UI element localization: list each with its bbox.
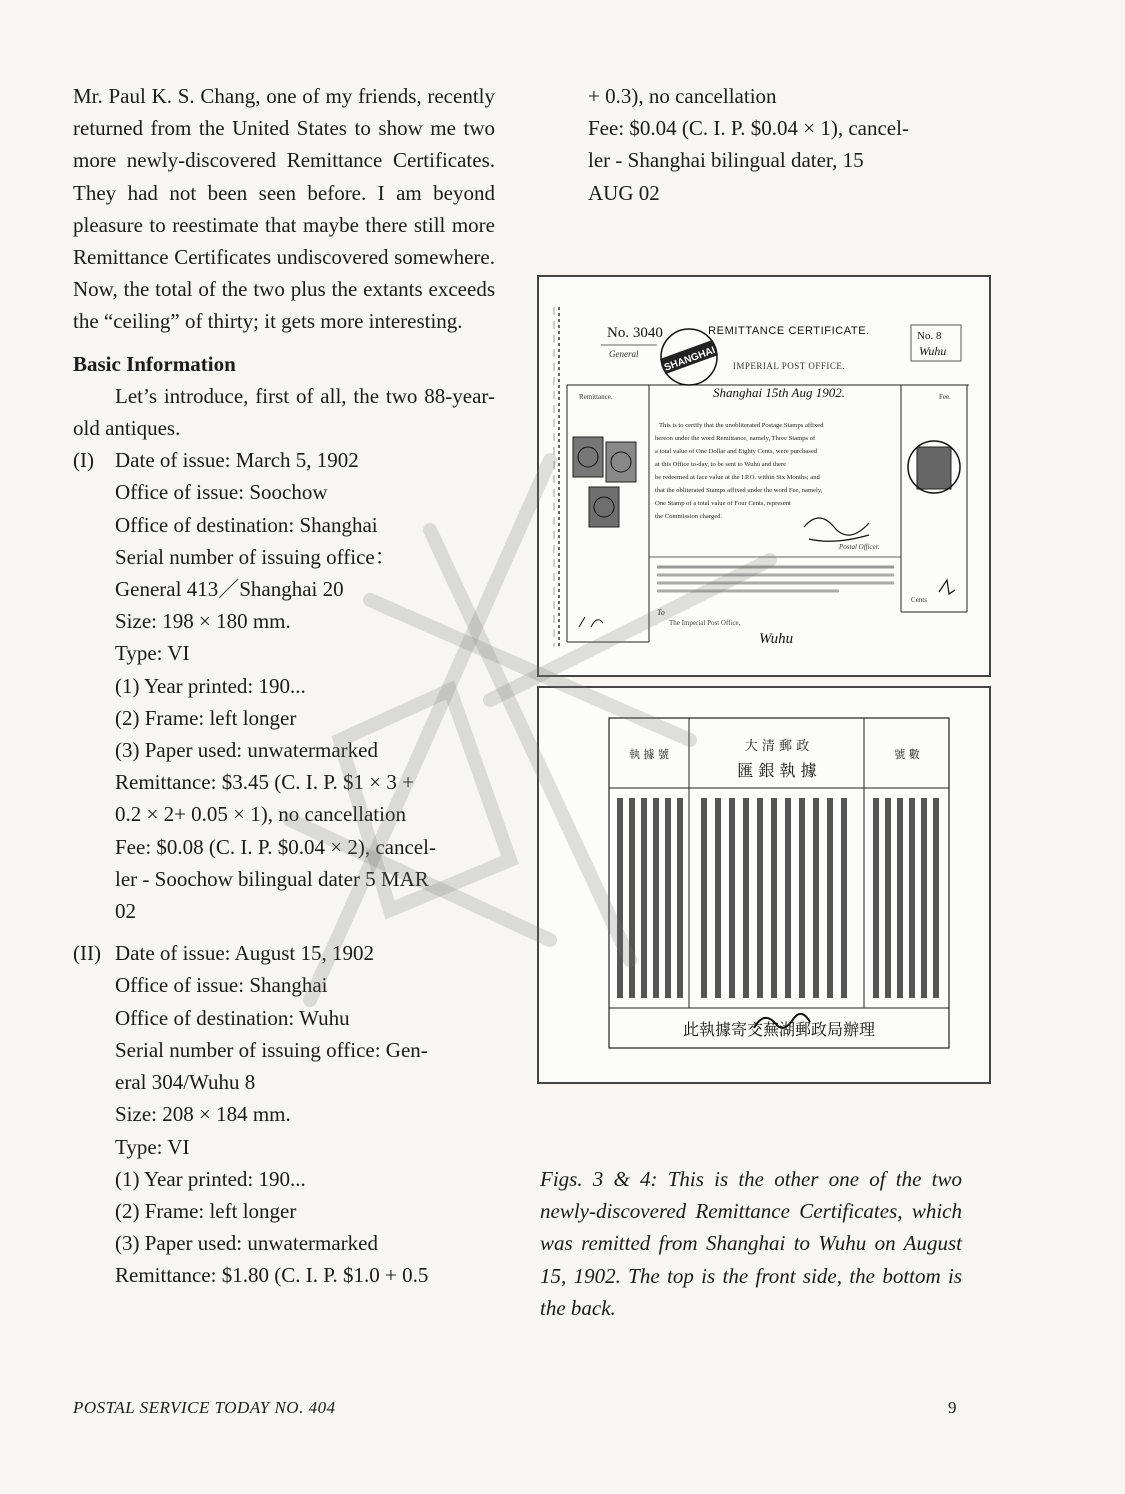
- entry-line: (3) Paper used: unwatermarked: [115, 1231, 378, 1256]
- section-heading: Basic Information: [73, 351, 236, 376]
- continued-line: + 0.3), no cancellation: [588, 84, 777, 108]
- front-serial-town: Wuhu: [919, 344, 947, 358]
- entry-line: 0.2 × 2+ 0.05 × 1), no cancellation: [115, 802, 406, 827]
- back-top-right: 大 清 郵 政: [744, 739, 810, 754]
- entry-line: Serial number of issuing office：: [115, 544, 396, 569]
- footer-publication-title: POSTAL SERVICE TODAY NO. 404: [73, 1398, 336, 1417]
- front-subtitle: IMPERIAL POST OFFICE.: [732, 361, 846, 371]
- entry-line: (1) Year printed: 190...: [115, 673, 306, 698]
- entry-line: General 413／Shanghai 20: [115, 577, 344, 602]
- entry-line: Office of destination: Shanghai: [115, 512, 378, 537]
- section-intro: Let’s introduce, first of all, the two 88-year-old antiques.: [73, 383, 495, 441]
- entry-line: Remittance: $1.80 (C. I. P. $1.0 + 0.5: [115, 1263, 429, 1288]
- continued-line: ler - Shanghai bilingual dater, 15: [588, 148, 864, 173]
- entry-line: Size: 198 × 180 mm.: [115, 609, 291, 634]
- entry-one: [73, 444, 495, 927]
- continued-line: AUG 02: [588, 180, 660, 205]
- entry-line: Date of issue: August 15, 1902: [115, 941, 374, 966]
- entry-line: Date of issue: March 5, 1902: [115, 448, 359, 473]
- front-serial-right: No. 8: [917, 330, 942, 342]
- front-body-line: a total value of One Dollar and Eighty Cents, were purchased: [655, 448, 818, 455]
- front-body-line: One Stamp of a total value of Four Cents, represent: [655, 500, 791, 507]
- entry-line: ler - Soochow bilingual dater 5 MAR: [115, 866, 429, 891]
- front-handwritten-date: Shanghai 15th Aug 1902.: [713, 385, 845, 400]
- continued-line: Fee: $0.04 (C. I. P. $0.04 × 1), cancel-: [588, 116, 909, 141]
- front-fee-label: Fee.: [939, 393, 951, 401]
- front-remittance-label: Remittance.: [579, 393, 613, 401]
- entry-line: eral 304/Wuhu 8: [115, 1070, 256, 1095]
- entry-two: [73, 937, 495, 1291]
- front-body-line: the Commission charged.: [655, 513, 723, 520]
- entry-line: (2) Frame: left longer: [115, 705, 297, 730]
- entry-line: Office of destination: Wuhu: [115, 1005, 350, 1030]
- front-postmark: SHANGHAI: [662, 345, 717, 374]
- front-title: REMITTANCE CERTIFICATE.: [708, 325, 870, 337]
- intro-paragraph: Mr. Paul K. S. Chang, one of my friends, recently returned from the United States to show me two more newly-discovered Remittance Certificates. They had not been seen before. I am beyond pleasure to reestimate that maybe there still more Remittance Certificates undiscovered somewhere. Now, the total of the two plus the extants exceeds the “ceiling” of thirty; it gets more interesting.: [73, 84, 495, 334]
- front-general: General: [609, 349, 639, 359]
- figure-front: [537, 275, 991, 677]
- front-postal-officer: Postal Officer.: [839, 543, 880, 551]
- front-body-line: at this Office to-day, to be sent to Wuhu and there: [655, 461, 787, 468]
- back-certificate-svg: [539, 688, 989, 1082]
- front-to-town: Wuhu: [759, 631, 794, 647]
- entry-line: (2) Frame: left longer: [115, 1198, 297, 1223]
- entry-line: Serial number of issuing office: Gen-: [115, 1037, 428, 1062]
- front-to-line: To: [657, 608, 665, 617]
- page-number: 9: [948, 1398, 957, 1417]
- front-body-line: that the obliterated Stamps affixed under the word Fee, namely,: [655, 487, 823, 494]
- back-title: 匯 銀 執 據: [737, 761, 817, 780]
- front-body-line: be redeemed at face value at the I.P.O. within Six Months; and: [655, 474, 820, 481]
- entry-line: Fee: $0.08 (C. I. P. $0.04 × 2), cancel-: [115, 834, 436, 859]
- entry-line: Size: 208 × 184 mm.: [115, 1102, 291, 1127]
- left-column: [73, 80, 495, 1292]
- figure-back: [537, 686, 991, 1084]
- back-left-head: 執 據 號: [629, 748, 669, 761]
- front-to-office: The Imperial Post Office,: [669, 619, 741, 627]
- entry-line: (3) Paper used: unwatermarked: [115, 738, 378, 763]
- entry-line: 02: [115, 899, 136, 924]
- front-number: No. 3040: [607, 325, 663, 341]
- front-certificate-svg: [539, 277, 989, 675]
- entry-number: (I): [73, 448, 94, 473]
- front-body-line: This is to certify that the unobliterated Postage Stamps affixed: [659, 422, 824, 429]
- front-cents: Cents: [911, 596, 927, 604]
- entry-number: (II): [73, 941, 101, 966]
- entry-line: Type: VI: [115, 641, 190, 666]
- front-body-line: hereon under the word Remittance, namely, Three Stamps of: [655, 435, 816, 442]
- entry-line: Remittance: $3.45 (C. I. P. $1 × 3 +: [115, 770, 414, 795]
- entry-line: Office of issue: Soochow: [115, 480, 328, 505]
- entry-line: Office of issue: Shanghai: [115, 973, 328, 998]
- right-column: [540, 80, 970, 209]
- entry-line: (1) Year printed: 190...: [115, 1166, 306, 1191]
- entry-line: Type: VI: [115, 1134, 190, 1159]
- figure-caption: Figs. 3 & 4: This is the other one of the two newly-discovered Remittance Certificates, which was remitted from Shanghai to Wuhu on August 15, 1902. The top is the front side, the bottom is the back.: [540, 1167, 962, 1320]
- back-right-head: 號 數: [894, 748, 920, 761]
- back-bottom: 此執據寄交蕪湖郵政局辦理: [682, 1020, 876, 1039]
